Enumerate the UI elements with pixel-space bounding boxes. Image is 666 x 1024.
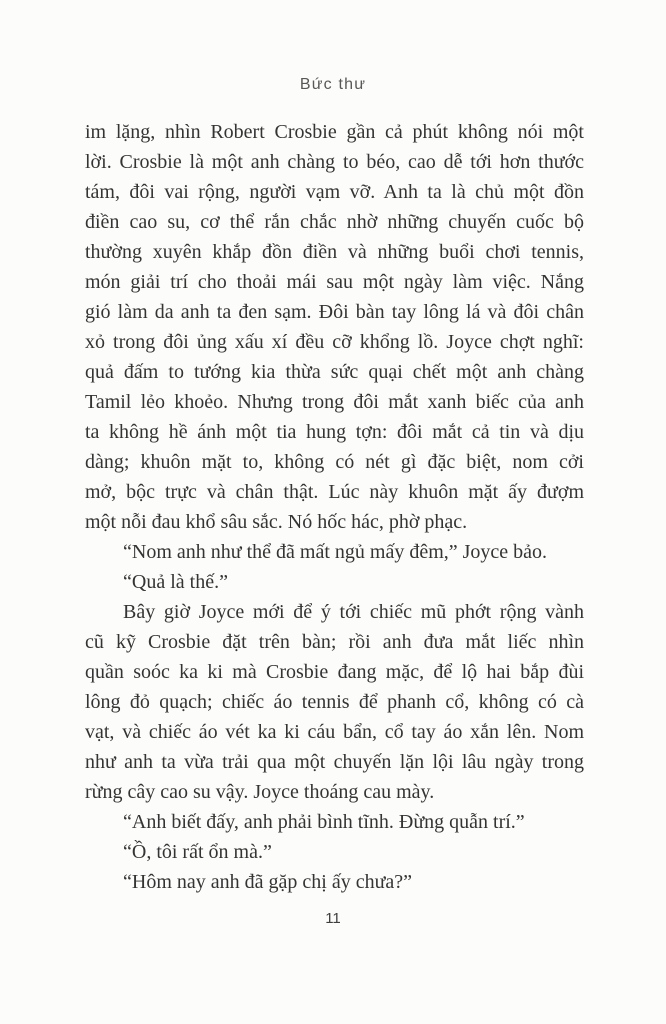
text-line: quần soóc ka ki mà Crosbie đang mặc, để lộ hai bắp đùi <box>85 661 584 683</box>
page-number: 11 <box>325 910 341 927</box>
text-line: Bây giờ Joyce mới để ý tới chiếc mũ phớt rộng vành <box>123 601 584 623</box>
text-line: “Anh biết đấy, anh phải bình tĩnh. Đừng quẫn trí.” <box>123 811 525 833</box>
text-line: lông đỏ quạch; chiếc áo tennis để phanh cổ, không có cà <box>85 691 584 713</box>
text-line: một nỗi đau khổ sâu sắc. Nó hốc hác, phờ phạc. <box>85 511 468 533</box>
text-line: im lặng, nhìn Robert Crosbie gần cả phút không nói một <box>85 121 584 143</box>
text-line: quả đấm to tướng kia thừa sức quại chết một anh chàng <box>85 361 584 383</box>
text-line: “Ồ, tôi rất ổn mà.” <box>123 841 272 863</box>
text-line: dàng; khuôn mặt to, không có nét gì đặc biệt, nom cởi <box>85 451 584 473</box>
text-line: “Hôm nay anh đã gặp chị ấy chưa?” <box>123 871 413 893</box>
text-line: vạt, và chiếc áo vét ka ki cáu bẩn, cổ tay áo xắn lên. Nom <box>85 721 584 743</box>
text-line: Tamil lẻo khoẻo. Nhưng trong đôi mắt xanh biếc của anh <box>85 391 584 413</box>
text-line: món giải trí cho thoải mái sau một ngày làm việc. Nắng <box>85 271 584 293</box>
text-line: điền cao su, cơ thể rắn chắc nhờ những chuyến cuốc bộ <box>85 211 584 233</box>
running-head-chapter-title: Bức thư <box>299 76 367 93</box>
text-line: như anh ta vừa trải qua một chuyến lặn lội lâu ngày trong <box>85 751 584 773</box>
text-line: “Nom anh như thể đã mất ngủ mấy đêm,” Joyce bảo. <box>123 541 548 563</box>
text-line: cũ kỹ Crosbie đặt trên bàn; rồi anh đưa mắt liếc nhìn <box>85 631 584 653</box>
text-line: “Quả là thế.” <box>123 571 228 593</box>
text-line: mở, bộc trực và chân thật. Lúc này khuôn mặt ấy đượm <box>85 481 584 503</box>
text-line: rừng cây cao su vậy. Joyce thoáng cau mày. <box>85 781 435 803</box>
text-line: thường xuyên khắp đồn điền và những buổi chơi tennis, <box>85 241 584 263</box>
text-line: gió làm da anh ta đen sạm. Đôi bàn tay lông lá và đôi chân <box>85 301 584 323</box>
text-line: ta không hề ánh một tia hung tợn: đôi mắt cả tin và dịu <box>85 421 584 443</box>
text-line: tám, đôi vai rộng, người vạm vỡ. Anh ta là chủ một đồn <box>85 181 584 203</box>
body-text <box>85 117 584 897</box>
text-line: lời. Crosbie là một anh chàng to béo, cao dễ tới hơn thước <box>85 151 584 173</box>
text-line: xỏ trong đôi ủng xấu xí đều cỡ khổng lồ. Joyce chợt nghĩ: <box>85 331 584 353</box>
